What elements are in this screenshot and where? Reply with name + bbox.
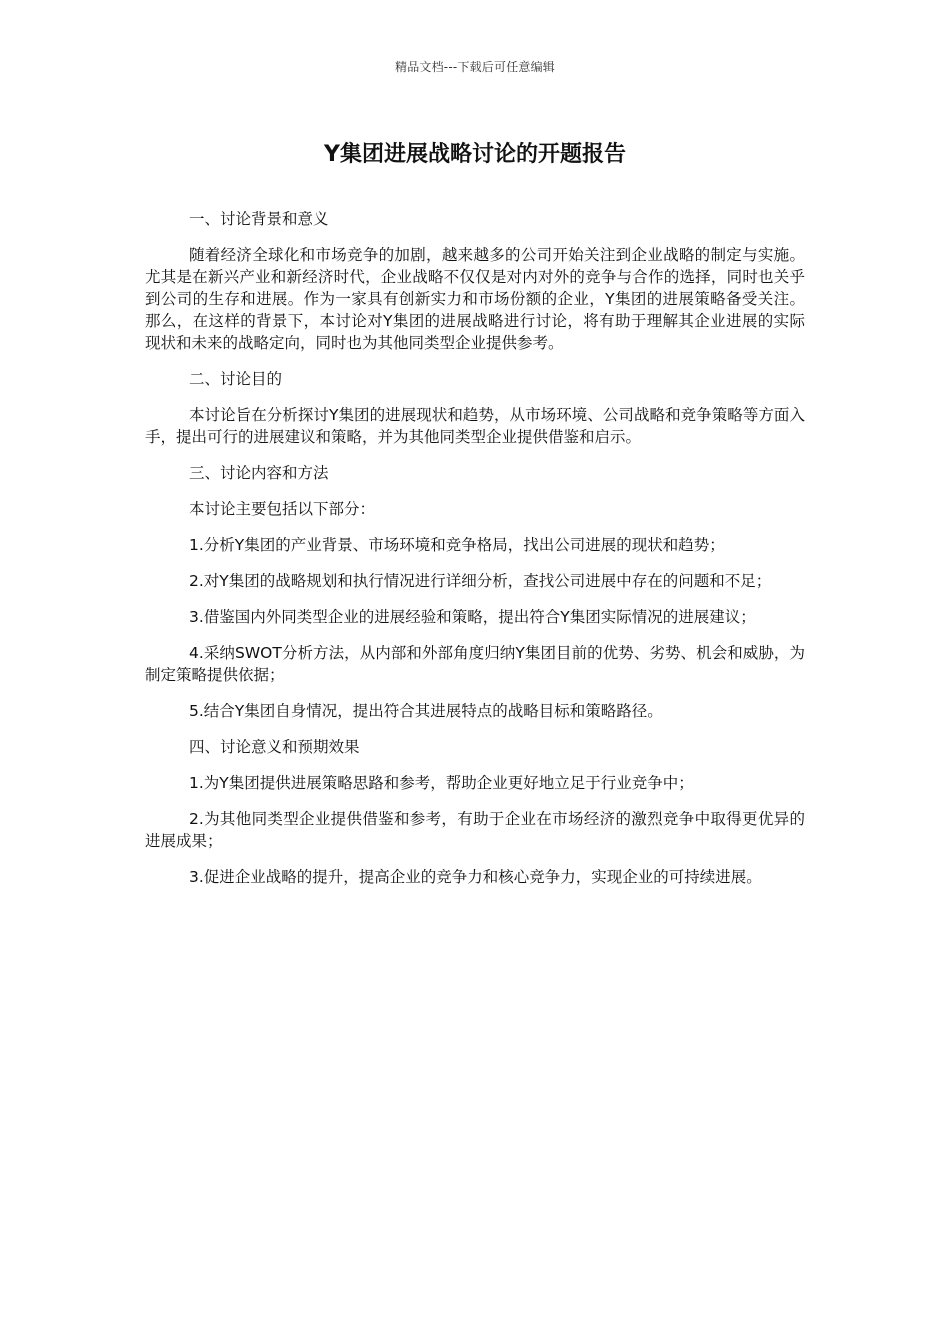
list-item: 3.促进企业战略的提升，提高企业的竞争力和核心竞争力，实现企业的可持续进展。: [189, 868, 762, 886]
paragraph-background: 随着经济全球化和市场竞争的加剧，越来越多的公司开始关注到企业战略的制定与实施。尤其是在新兴产业和新经济时代，企业战略不仅仅是对内对外的竞争与合作的选择，同时也关乎到公司的生存和进展。作为一家具有创新实力和市场份额的企业，Y集团的进展策略备受关注。那么，在这样的背景下，本讨论对Y集团的进展战略进行讨论，将有助于理解其企业进展的实际现状和未来的战略定向，同时也为其他同类型企业提供参考。: [145, 246, 805, 352]
header-note: 精品文档---下载后可任意编辑: [395, 60, 555, 74]
list-item: 2.对Y集团的战略规划和执行情况进行详细分析，查找公司进展中存在的问题和不足；: [189, 572, 772, 590]
list-item: 2.为其他同类型企业提供借鉴和参考，有助于企业在市场经济的激烈竞争中取得更优异的进展成果；: [145, 810, 805, 850]
paragraph-purpose: 本讨论旨在分析探讨Y集团的进展现状和趋势，从市场环境、公司战略和竞争策略等方面入手，提出可行的进展建议和策略，并为其他同类型企业提供借鉴和启示。: [145, 406, 805, 446]
list-item: 1.分析Y集团的产业背景、市场环境和竞争格局，找出公司进展的现状和趋势；: [189, 536, 725, 554]
list-item: 4.采纳SWOT分析方法，从内部和外部角度归纳Y集团目前的优势、劣势、机会和威胁，为制定策略提供依据；: [145, 644, 805, 684]
section-heading-purpose: 二、讨论目的: [189, 370, 283, 388]
section-heading-background: 一、讨论背景和意义: [189, 210, 329, 228]
document-title: Y集团进展战略讨论的开题报告: [324, 142, 626, 167]
list-item: 3.借鉴国内外同类型企业的进展经验和策略，提出符合Y集团实际情况的进展建议；: [189, 608, 756, 626]
list-item: 1.为Y集团提供进展策略思路和参考，帮助企业更好地立足于行业竞争中；: [189, 774, 694, 792]
section-heading-significance: 四、讨论意义和预期效果: [189, 738, 360, 756]
document-body: [145, 208, 805, 902]
paragraph-content-intro: 本讨论主要包括以下部分：: [189, 500, 376, 518]
list-item: 5.结合Y集团自身情况，提出符合其进展特点的战略目标和策略路径。: [189, 702, 663, 720]
section-heading-content-method: 三、讨论内容和方法: [189, 464, 329, 482]
